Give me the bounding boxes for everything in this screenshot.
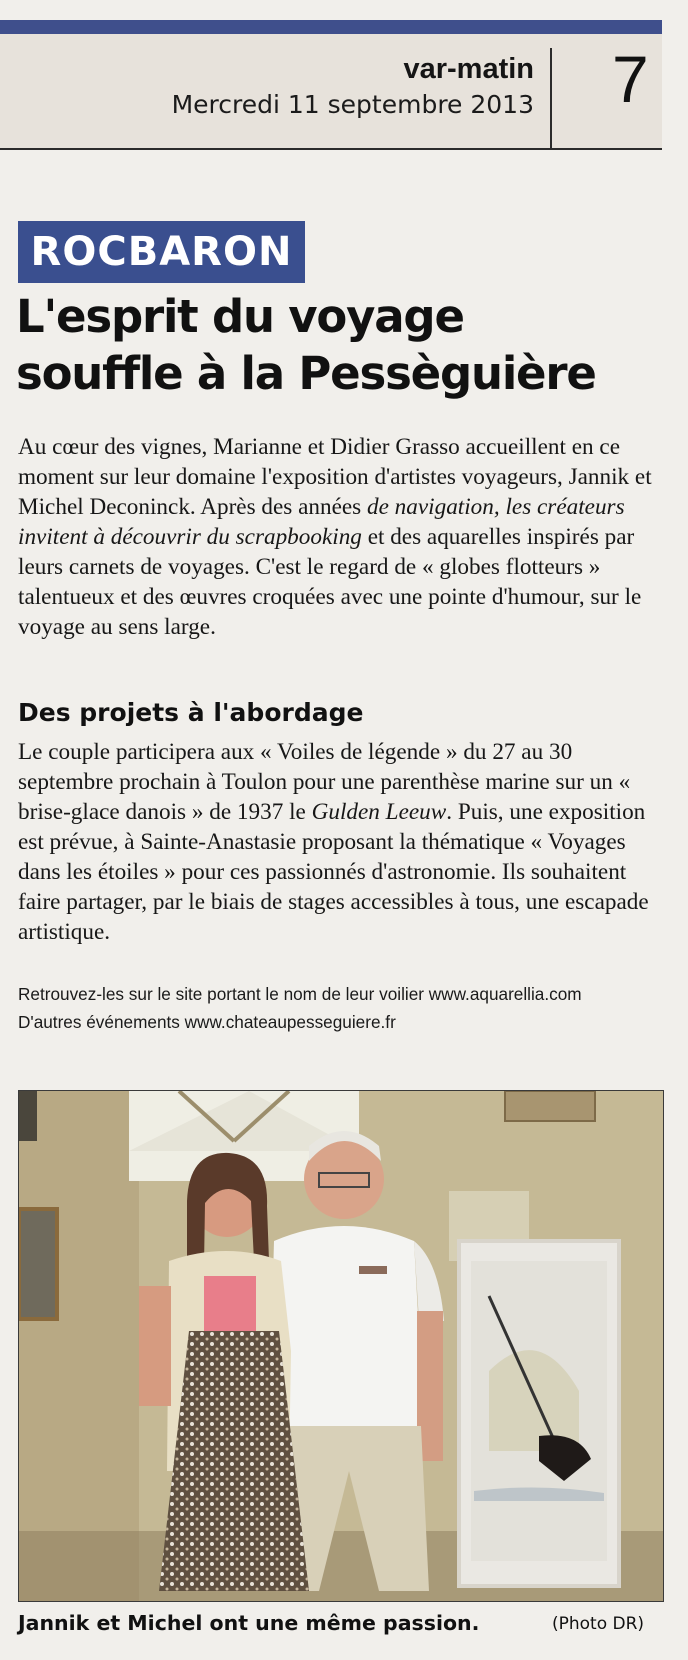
- headline-line-1: L'esprit du voyage: [16, 290, 464, 343]
- section-rubric: ROCBARON: [18, 221, 305, 283]
- para2-text-1: Le couple participera aux « Voiles de légende » du 27 au 30 septembre prochain à Toulon pour une parenthèse marine sur un « brise-glace danois » de 1937 le: [18, 739, 631, 825]
- issue-date: Mercredi 11 septembre 2013: [171, 90, 534, 119]
- info-line-website: Retrouvez-les sur le site portant le nom de leur voilier www.aquarellia.com: [18, 984, 582, 1004]
- article-photo: [18, 1090, 664, 1602]
- lead-text-italic: de navigation, les créateurs invitent à découvrir du scrapbooking: [18, 494, 625, 550]
- ship-name: Gulden Leeuw: [311, 799, 447, 825]
- page-header: [0, 34, 662, 150]
- para2-text-2: . Puis, une exposition est prévue, à Sainte-Anastasie proposant la thématique « Voyages dans les étoiles » pour ces passionnés d'astronomie. Ils souhaitent faire partager, par le biais de stages accessibles à tous, une escapade artistique.: [18, 799, 649, 945]
- header-divider: [550, 48, 552, 148]
- article-headline: [16, 288, 666, 402]
- photo-caption: Jannik et Michel ont une même passion.: [18, 1611, 480, 1635]
- second-paragraph: [18, 737, 663, 947]
- headline-line-2: souffle à la Pessèguière: [16, 347, 596, 400]
- photo-credit: (Photo DR): [552, 1614, 645, 1634]
- header-masthead: [172, 52, 534, 122]
- info-line-events: D'autres événements www.chateaupesseguiere.fr: [18, 1012, 396, 1032]
- lead-text-2: et des aquarelles inspirés par leurs carnets de voyages. C'est le regard de « globes flotteurs » talentueux et des œuvres croquées avec une pointe d'humour, sur le voyage au sens large.: [18, 524, 642, 640]
- article-subheading: Des projets à l'abordage: [18, 698, 364, 727]
- newspaper-name: var-matin: [403, 53, 534, 85]
- top-color-bar: [0, 20, 662, 34]
- lead-paragraph: [18, 432, 663, 642]
- lead-text-1: Au cœur des vignes, Marianne et Didier Grasso accueillent en ce moment sur leur domaine l'exposition d'artistes voyageurs, Jannik et Michel Deconinck. Après des années: [18, 434, 652, 520]
- page-number: 7: [612, 42, 649, 116]
